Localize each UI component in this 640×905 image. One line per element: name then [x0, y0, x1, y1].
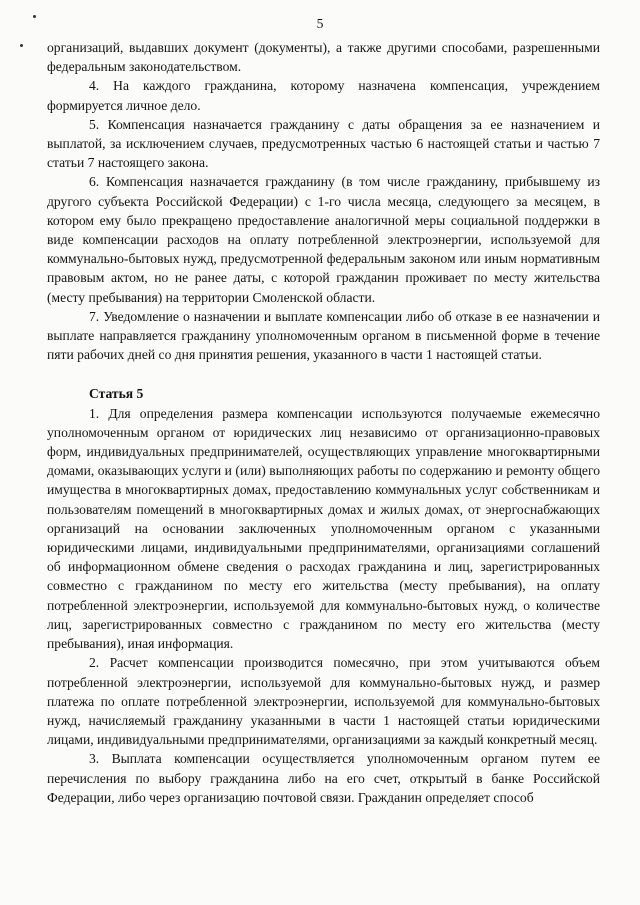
paragraph-continuation: организаций, выдавших документ (документы), а также другими способами, разрешенными федеральным законодательством.	[47, 40, 600, 75]
section-gap	[47, 364, 600, 384]
article-paragraph-2: 2. Расчет компенсации производится помесячно, при этом учитываются объем потребленной электроэнергии, используемой для коммунально-бытовых нужд, и размер платежа по оплате потребленной электроэнергии, используемой для коммунально-бытовых нужд, начисляемый гражданину указанными в части 1 настоящей статьи юридическими лицами, индивидуальными предпринимателями, организациями за каждый конкретный месяц.	[47, 655, 600, 748]
article-heading: Статья 5	[89, 386, 144, 402]
paragraph-item-6: 6. Компенсация назначается гражданину (в том числе гражданину, прибывшему из другого субъекта Российской Федерации) с 1-го числа месяца, следующего за месяцем, в котором ему было прекращено предоставление аналогичной меры социальной поддержки в виде компенсации расходов на оплату потребленной электроэнергии, используемой для коммунально-бытовых нужд, предусмотренной федеральным законом или иным нормативным правовым актом, но не ранее даты, с которой гражданин проживает по месту жительства (месту пребывания) на территории Смоленской области.	[47, 174, 600, 305]
scan-speck	[20, 44, 23, 47]
page-number: 5	[316, 16, 324, 31]
paragraph-item-5: 5. Компенсация назначается гражданину с даты обращения за ее назначением и выплатой, за исключением случаев, предусмотренных частью 6 настоящей статьи и частью 7 статьи 7 настоящего закона.	[47, 116, 600, 171]
document-body	[47, 38, 600, 807]
article-paragraph-1: 1. Для определения размера компенсации используются получаемые ежемесячно уполномоченным органом от юридических лиц независимо от организационно-правовых форм, индивидуальных предпринимателей, осуществляющих управление многоквартирными домами, оказывающих услуги и (или) выполняющих работы по содержанию и ремонту общего имущества в многоквартирных домах, предоставлению коммунальных услуг собственникам и пользователям помещений в многоквартирных домах и жилых домах, от энергоснабжающих организаций на основании заключенных уполномоченным органом с указанными юридическими лицами, индивидуальными предпринимателями, организациями соглашений об информационном обмене сведения о расходах гражданина и лиц, зарегистрированных совместно с гражданином по месту его жительства (месту пребывания), на оплату потребленной электроэнергии, используемой для коммунально-бытовых нужд, о количестве лиц, зарегистрированных совместно с гражданином по месту его жительства (месту пребывания), иная информация.	[47, 405, 600, 652]
paragraph-item-4: 4. На каждого гражданина, которому назначена компенсация, учреждением формируется личное дело.	[47, 78, 600, 113]
paragraph-item-7: 7. Уведомление о назначении и выплате компенсации либо об отказе в ее назначении и выплате направляется гражданину уполномоченным органом в письменной форме в течение пяти рабочих дней со дня принятия решения, указанного в части 1 настоящей статьи.	[47, 308, 600, 363]
article-paragraph-3: 3. Выплата компенсации осуществляется уполномоченным органом путем ее перечисления по выбору гражданина либо на его счет, открытый в банке Российской Федерации, либо через организацию почтовой связи. Гражданин определяет способ	[47, 751, 600, 805]
